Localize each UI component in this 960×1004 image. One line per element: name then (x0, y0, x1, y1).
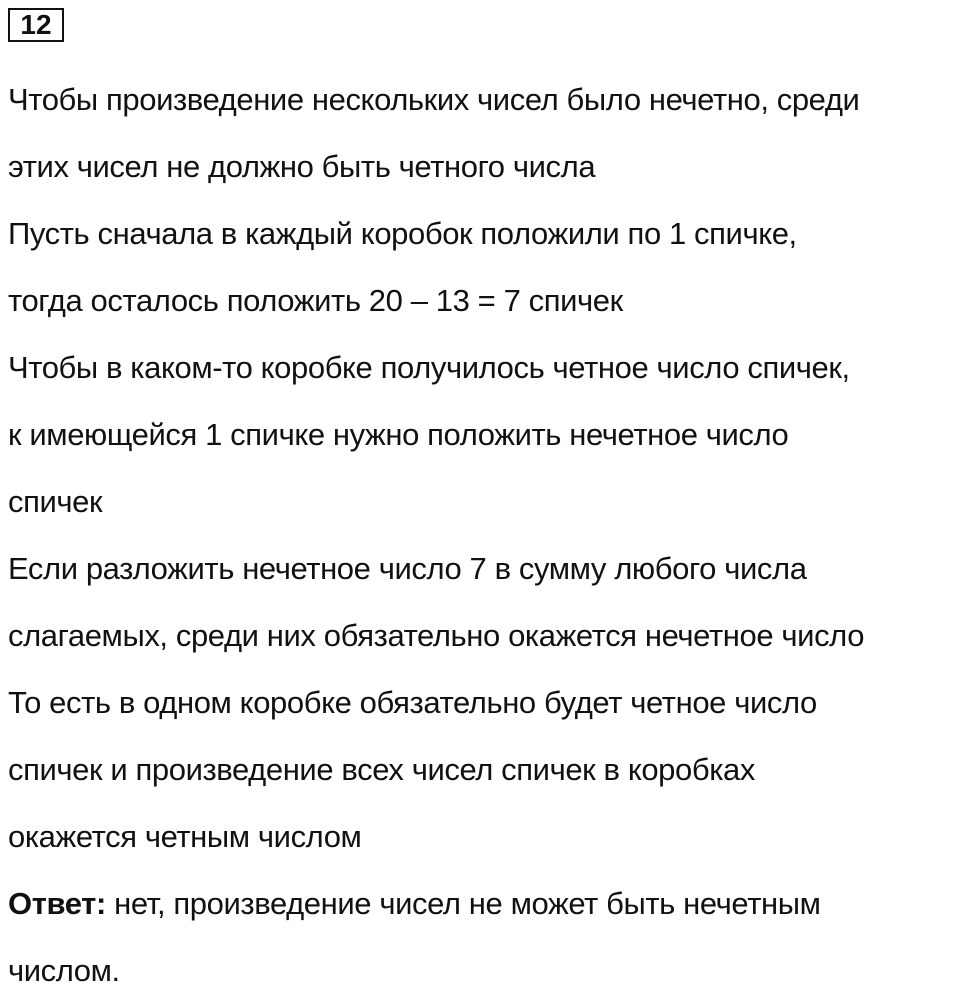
text-line: Пусть сначала в каждый коробок положили по 1 спичке, (8, 216, 797, 251)
solution-text (8, 66, 958, 1004)
text-line: Чтобы произведение нескольких чисел было нечетно, среди (8, 82, 860, 117)
text-line: спичек и произведение всех чисел спичек в коробках (8, 752, 755, 787)
problem-number-box: 12 (8, 8, 64, 42)
text-line: То есть в одном коробке обязательно будет четное число (8, 685, 817, 720)
text-line: Если разложить нечетное число 7 в сумму любого числа (8, 551, 807, 586)
text-line: слагаемых, среди них обязательно окажется нечетное число (8, 618, 865, 653)
text-line: этих чисел не должно быть четного числа (8, 149, 596, 184)
answer-line (8, 870, 958, 937)
text-line: Чтобы в каком-то коробке получилось четное число спичек, (8, 350, 850, 385)
answer-label: Ответ: (8, 886, 106, 921)
answer-text: нет, произведение чисел не может быть нечетным (105, 886, 821, 921)
text-line: окажется четным числом (8, 819, 362, 854)
text-line: спичек (8, 484, 103, 519)
answer-continuation: числом. (8, 953, 120, 988)
text-line: к имеющейся 1 спичке нужно положить нечетное число (8, 417, 789, 452)
text-line: тогда осталось положить 20 – 13 = 7 спичек (8, 283, 623, 318)
